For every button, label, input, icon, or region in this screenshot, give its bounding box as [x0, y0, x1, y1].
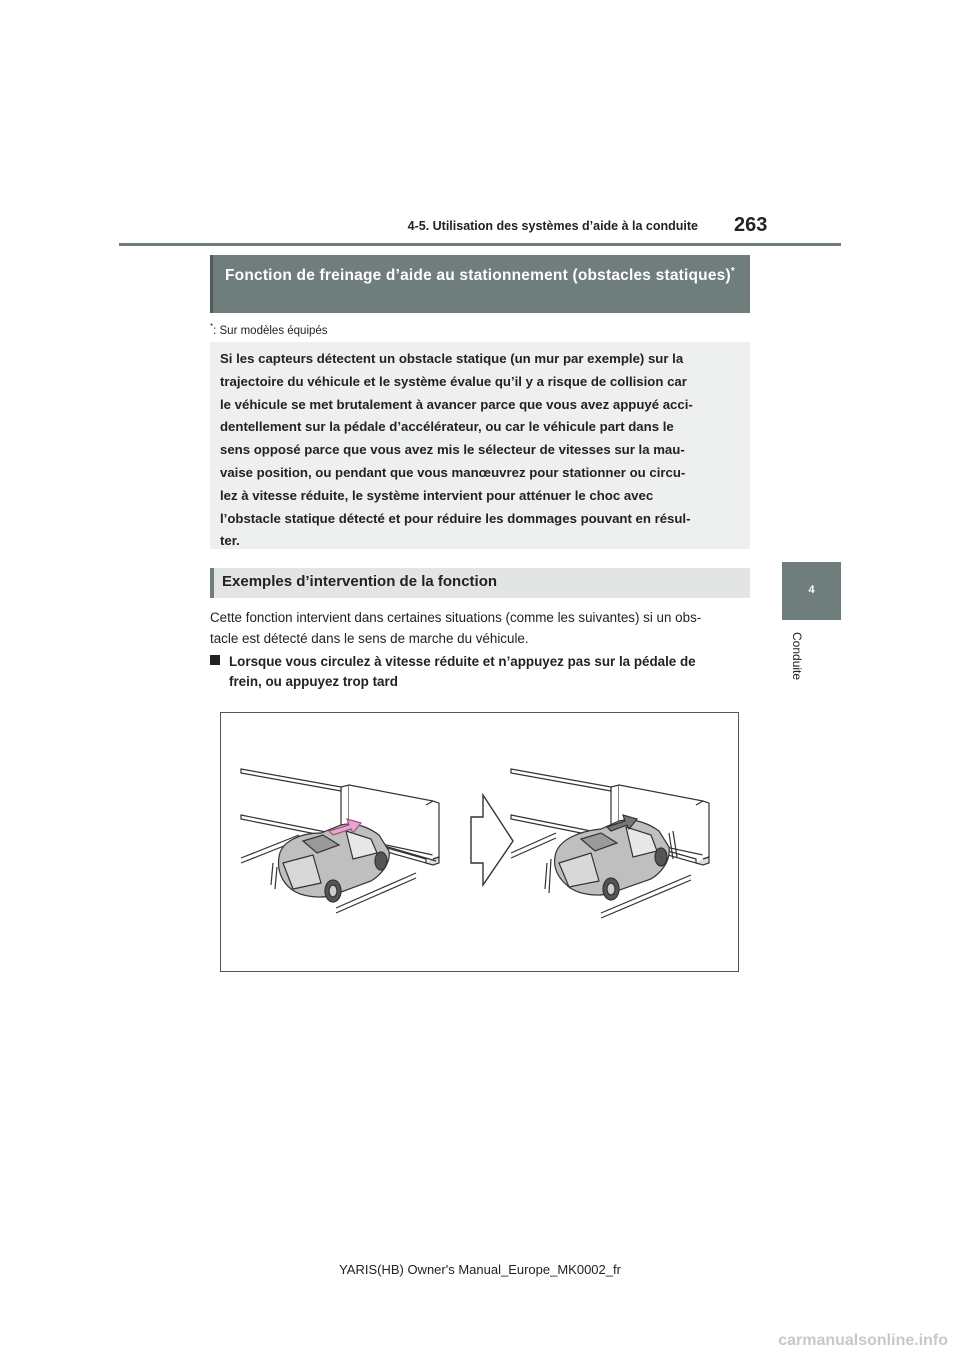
footer-manual-id: YARIS(HB) Owner's Manual_Europe_MK0002_fr — [339, 1262, 621, 1277]
section-title — [225, 259, 745, 288]
car-icon — [545, 820, 677, 900]
bullet-item — [229, 652, 751, 692]
scene-after — [511, 769, 709, 918]
intro-line: l’obstacle statique détecté et pour réduire les dommages pouvant en résul- — [220, 510, 691, 526]
intro-line: vaise position, ou pendant que vous manœuvrez pour stationner ou circu- — [220, 464, 686, 480]
footnote-text: : Sur modèles équipés — [213, 324, 328, 337]
chapter-label: Conduite — [790, 632, 804, 681]
intro-line: le véhicule se met brutalement à avancer parce que vous avez appuyé acci- — [220, 396, 693, 412]
section-title-text: Fonction de freinage d’aide au stationnement (obstacles statiques) — [225, 267, 731, 285]
scene-before — [241, 769, 439, 913]
intro-line: sens opposé parce que vous avez mis le sélecteur de vitesses sur la mau- — [220, 442, 685, 458]
intro-line: ter. — [220, 533, 240, 549]
page-number: 263 — [734, 214, 768, 236]
illustration — [221, 713, 738, 971]
title-footnote-marker: * — [730, 266, 735, 277]
intro-box — [210, 342, 750, 549]
intro-text — [220, 348, 744, 553]
bullet-line: frein, ou appuyez trop tard — [229, 674, 398, 689]
subheading-box — [210, 568, 750, 598]
body-line: tacle est détecté dans le sens de marche du véhicule. — [210, 631, 529, 646]
footnote-marker: * — [210, 322, 214, 331]
bullet-square-icon — [210, 655, 220, 665]
arrow-right-icon — [471, 795, 513, 885]
watermark: carmanualsonline.info — [778, 1332, 948, 1349]
header-section-title: 4-5. Utilisation des systèmes d’aide à la conduite — [407, 219, 698, 233]
illustration-frame — [220, 712, 739, 972]
chapter-tab — [782, 562, 841, 620]
subheading-accent-bar — [210, 568, 214, 598]
subheading: Exemples d’intervention de la fonction — [222, 573, 498, 590]
body-line: Cette fonction intervient dans certaines situations (comme les suivantes) si un obs- — [210, 610, 702, 625]
chapter-number: 4 — [808, 584, 815, 596]
intro-line: trajectoire du véhicule et le système évalue qu’il y a risque de collision car — [220, 373, 687, 389]
section-title-box — [210, 255, 750, 313]
intro-line: lez à vitesse réduite, le système intervient pour atténuer le choc avec — [220, 487, 654, 503]
header-divider — [119, 243, 841, 246]
footnote — [210, 322, 328, 337]
bullet-line: Lorsque vous circulez à vitesse réduite et n’appuyez pas sur la pédale de — [229, 654, 696, 669]
intro-line: dentellement sur la pédale d’accélérateur, ou car le véhicule part dans le — [220, 419, 674, 435]
intro-line: Si les capteurs détectent un obstacle statique (un mur par exemple) sur la — [220, 351, 684, 366]
title-accent-bar — [210, 255, 213, 313]
body-paragraph — [210, 607, 750, 649]
car-icon — [271, 824, 389, 902]
